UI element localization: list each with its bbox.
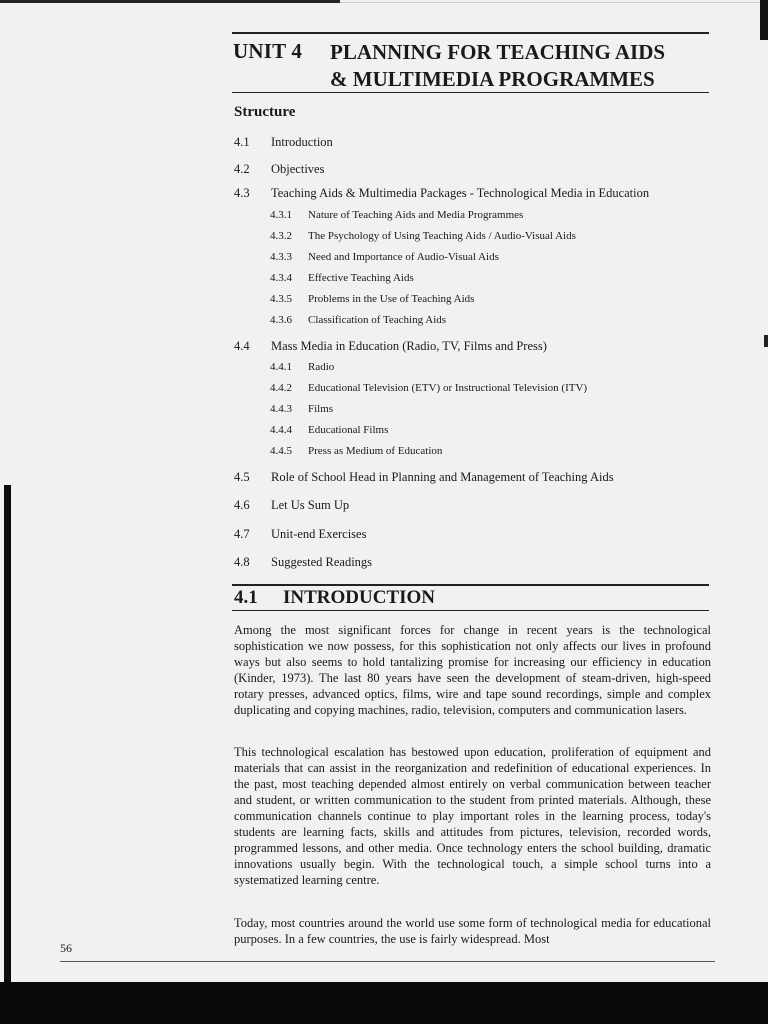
section-rule-top (232, 584, 709, 586)
toc-subitem-text: Classification of Teaching Aids (308, 314, 447, 326)
toc-item-text: Introduction (271, 135, 333, 149)
unit-header-rule-top (232, 32, 709, 34)
body-paragraph: This technological escalation has bestowed upon education, proliferation of equipment and materials that can assist in the reorganization and redefinition of educational experiences. In the past, most teaching depended almost entirely on verbal communication between teacher and student, or written communication to the student from printed materials. Although, these communication channels continue to play important roles in the learning process, today's students are learning facts, skills and attitudes from pictures, television, recorded words, programmed lessons, and other media. Once technology enters the school building, dramatic innovations usually begin. With the technological touch, a simple school turns into a systematized learning centre. (234, 745, 711, 887)
toc-subitem-number: 4.3.1 (270, 209, 292, 221)
toc-subitem-text: Radio (308, 361, 335, 373)
top-edge-rule (0, 0, 340, 3)
toc-item-text: Mass Media in Education (Radio, TV, Films and Press) (271, 339, 547, 353)
scan-edge-tick (764, 335, 768, 347)
structure-heading: Structure (234, 104, 296, 120)
toc-subitem-number: 4.4.3 (270, 403, 292, 415)
toc-item-number: 4.7 (234, 527, 250, 541)
body-paragraph: Today, most countries around the world use some form of technological media for educational purposes. In a few countries, the use is fairly widespread. Most (234, 916, 711, 946)
toc-item-number: 4.8 (234, 555, 250, 569)
toc-subitem-text: Educational Films (308, 424, 389, 436)
toc-item-number: 4.3 (234, 186, 250, 200)
scan-bottom-band (0, 982, 768, 1024)
toc-subitem-number: 4.4.4 (270, 424, 292, 436)
toc-subitem-number: 4.3.2 (270, 230, 292, 242)
toc-item-text: Teaching Aids & Multimedia Packages - Technological Media in Education (271, 186, 650, 200)
toc-subitem-text: Nature of Teaching Aids and Media Programmes (308, 209, 524, 221)
footer-rule (60, 961, 715, 962)
top-edge-thin-rule (340, 2, 768, 3)
toc-item-text: Suggested Readings (271, 555, 373, 569)
toc-subitem-text: The Psychology of Using Teaching Aids / Audio-Visual Aids (308, 230, 576, 242)
toc-item-text: Role of School Head in Planning and Management of Teaching Aids (271, 470, 614, 484)
scan-edge-mark (760, 0, 768, 40)
toc-subitem-number: 4.4.5 (270, 445, 292, 457)
section-number: 4.1 (234, 587, 258, 608)
toc-subitem-number: 4.3.6 (270, 314, 292, 326)
toc-item-number: 4.4 (234, 339, 250, 353)
toc-subitem-text: Films (308, 403, 334, 415)
toc-item-text: Objectives (271, 162, 325, 176)
unit-header-rule-bottom (232, 92, 709, 93)
unit-title: PLANNING FOR TEACHING AIDS & MULTIMEDIA PROGRAMMES (330, 40, 666, 91)
toc-item-number: 4.5 (234, 470, 250, 484)
toc-subitem-number: 4.3.4 (270, 272, 292, 284)
toc-subitem-number: 4.3.5 (270, 293, 292, 305)
toc-subitem-text: Educational Television (ETV) or Instructional Television (ITV) (308, 382, 588, 394)
toc-subitem-number: 4.4.1 (270, 361, 292, 373)
toc-subitem-number: 4.3.3 (270, 251, 292, 263)
unit-label: UNIT 4 (233, 39, 303, 63)
section-rule-bottom (232, 610, 709, 611)
toc-subitem-text: Need and Importance of Audio-Visual Aids (308, 251, 499, 263)
body-paragraph: Among the most significant forces for change in recent years is the technological sophistication we now possess, for this sophistication not only affects our lives in profound ways but also seems to hold tantalizing promise for increasing our efficiency in education (Kinder, 1973). The last 80 years have seen the development of steam-driven, high-speed rotary presses, advanced optics, films, wire and tape sound recordings, simple and complex duplicating and copying machines, radio, television, computers and communication lasers. (234, 623, 711, 717)
toc-item-text: Let Us Sum Up (271, 498, 350, 512)
toc-item-number: 4.2 (234, 162, 250, 176)
page-number: 56 (60, 941, 72, 955)
toc-item-number: 4.1 (234, 135, 250, 149)
toc-item-text: Unit-end Exercises (271, 527, 367, 541)
scan-left-bar (4, 485, 11, 985)
toc-subitem-number: 4.4.2 (270, 382, 292, 394)
section-title: INTRODUCTION (283, 587, 436, 608)
toc-subitem-text: Problems in the Use of Teaching Aids (308, 293, 475, 305)
toc-subitem-text: Effective Teaching Aids (308, 272, 414, 284)
toc-subitem-text: Press as Medium of Education (308, 445, 443, 457)
toc-item-number: 4.6 (234, 498, 250, 512)
